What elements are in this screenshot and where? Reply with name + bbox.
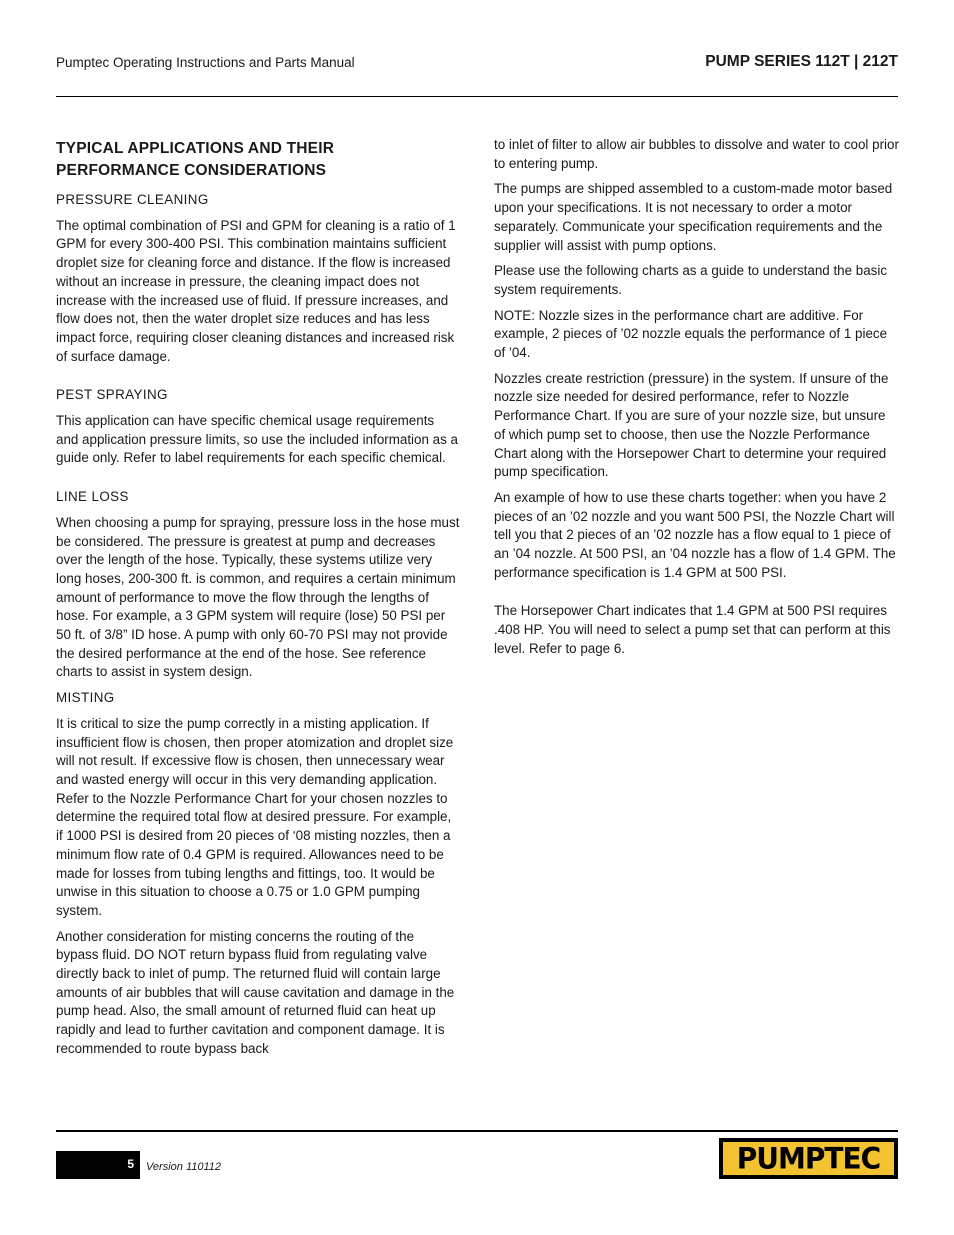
nozzle-note-paragraph: NOTE: Nozzle sizes in the performance chart are additive. For example, 2 pieces of ’02 nozzle equals the performance of 1 piece of ’04. bbox=[494, 307, 888, 361]
pumptec-logo bbox=[719, 1138, 898, 1179]
nozzle-restriction-paragraph: Nozzles create restriction (pressure) in the system. If unsure of the nozzle size needed for desired performance, refer to Nozzle Performance Chart. If you are sure of your nozzle size, but unsure of which pump set to choose, then use the Nozzle Performance Chart along with the Horsepower Chart to determine your required pump specification. bbox=[494, 370, 889, 480]
bypass-continuation-paragraph: to inlet of filter to allow air bubbles to dissolve and water to cool prior to entering pump. bbox=[494, 137, 899, 171]
charts-guide-paragraph: Please use the following charts as a guide to understand the basic system requirements. bbox=[494, 263, 888, 297]
header-divider bbox=[56, 96, 898, 97]
line-loss-heading: LINE LOSS bbox=[56, 489, 129, 505]
misting-paragraph-1: It is critical to size the pump correctly in a misting application. If insufficient flow is chosen, then proper atomization and droplet size will not result. If excessive flow is chosen, then unnecessary wear and wasted energy will occur in this very demanding application. Refer to the Nozzle Performance Chart for your chosen nozzles to determine the required total flow at desired pressure. For example, if 1000 PSI is desired from 20 pieces of ‘08 misting nozzles, then a minimum flow rate of 0.4 GPM is required. Allowances need to be made for losses from tubing lengths and fittings, too. It would be unwise in this situation to choose a 0.75 or 1.0 GPM pumping system. bbox=[56, 715, 454, 918]
right-column bbox=[494, 136, 900, 666]
motor-shipping-paragraph: The pumps are shipped assembled to a custom-made motor based upon your specifications. It is not necessary to order a motor separately. Communicate your specification requirements and the supplier will assist with pump options. bbox=[494, 181, 893, 253]
pressure-cleaning-heading: PRESSURE CLEANING bbox=[56, 192, 209, 207]
section-title bbox=[56, 138, 460, 182]
pest-spraying-heading: PEST SPRAYING bbox=[56, 387, 168, 403]
document-title: Pumptec Operating Instructions and Parts Manual bbox=[56, 55, 355, 70]
page-number-box bbox=[56, 1151, 140, 1179]
version-label: Version 110112 bbox=[146, 1161, 222, 1173]
page-number: 5 bbox=[127, 1157, 134, 1171]
section-title-line-1: TYPICAL APPLICATIONS AND THEIR bbox=[56, 140, 335, 157]
left-column bbox=[56, 138, 460, 1066]
chart-example-paragraph: An example of how to use these charts together: when you have 2 pieces of an ’02 nozzle and you want 500 PSI, the Nozzle Chart will tell you that 2 pieces of an ’02 nozzle has a flow equal to 1 piece of an ’04 nozzle. At 500 PSI, an ’04 nozzle has a flow of 1.4 GPM. The performance specification is 1.4 GPM at 500 PSI. bbox=[494, 489, 896, 580]
pressure-cleaning-paragraph: The optimal combination of PSI and GPM for cleaning is a ratio of 1 GPM for every 300-400 PSI. This combination maintains sufficient droplet size for cleaning force and distance. If the flow is increased without an increase in pressure, the cleaning impact does not increase with the increased use of fluid. If pressure increases, and flow does not, then the water droplet size reduces and has less impact force, requiring closer cleaning distances and increased risk of surface damage. bbox=[56, 217, 456, 364]
line-loss-paragraph: When choosing a pump for spraying, pressure loss in the hose must be considered. The pressure is greatest at pump and decreases over the length of the hose. Typically, these systems utilize very long hoses, 200-300 ft. is common, and requires a certain minimum amount of performance to move the flow through the lengths of hose. For example, a 3 GPM system will require (lose) 50 PSI per 50 ft. of 3/8” ID hose. A pump with only 60-70 PSI may not provide the desired performance at the end of the hose. See reference charts to assist in system design. bbox=[56, 514, 460, 680]
horsepower-chart-paragraph: The Horsepower Chart indicates that 1.4 GPM at 500 PSI requires .408 HP. You will need to select a pump set that can perform at this level. Refer to page 6. bbox=[494, 603, 891, 656]
pest-spraying-paragraph: This application can have specific chemical usage requirements and application pressure limits, so use the included information as a guide only. Refer to label requirements for each specific chemical. bbox=[56, 413, 458, 466]
footer-divider bbox=[56, 1130, 898, 1132]
pump-series-title: PUMP SERIES 112T | 212T bbox=[705, 53, 898, 70]
misting-heading: MISTING bbox=[56, 690, 115, 706]
logo-wordmark: PUMPTEC bbox=[736, 1141, 881, 1176]
section-title-line-2: PERFORMANCE CONSIDERATIONS bbox=[56, 162, 327, 179]
misting-paragraph-2: Another consideration for misting concerns the routing of the bypass fluid. DO NOT return bypass fluid from regulating valve directly back to inlet of pump. The returned fluid will contain large amounts of air bubbles that will cause cavitation and damage in the pump head. Also, the small amount of returned fluid can heat up rapidly and lead to further cavitation and component damage. It is recommended to route bypass back bbox=[56, 928, 455, 1056]
